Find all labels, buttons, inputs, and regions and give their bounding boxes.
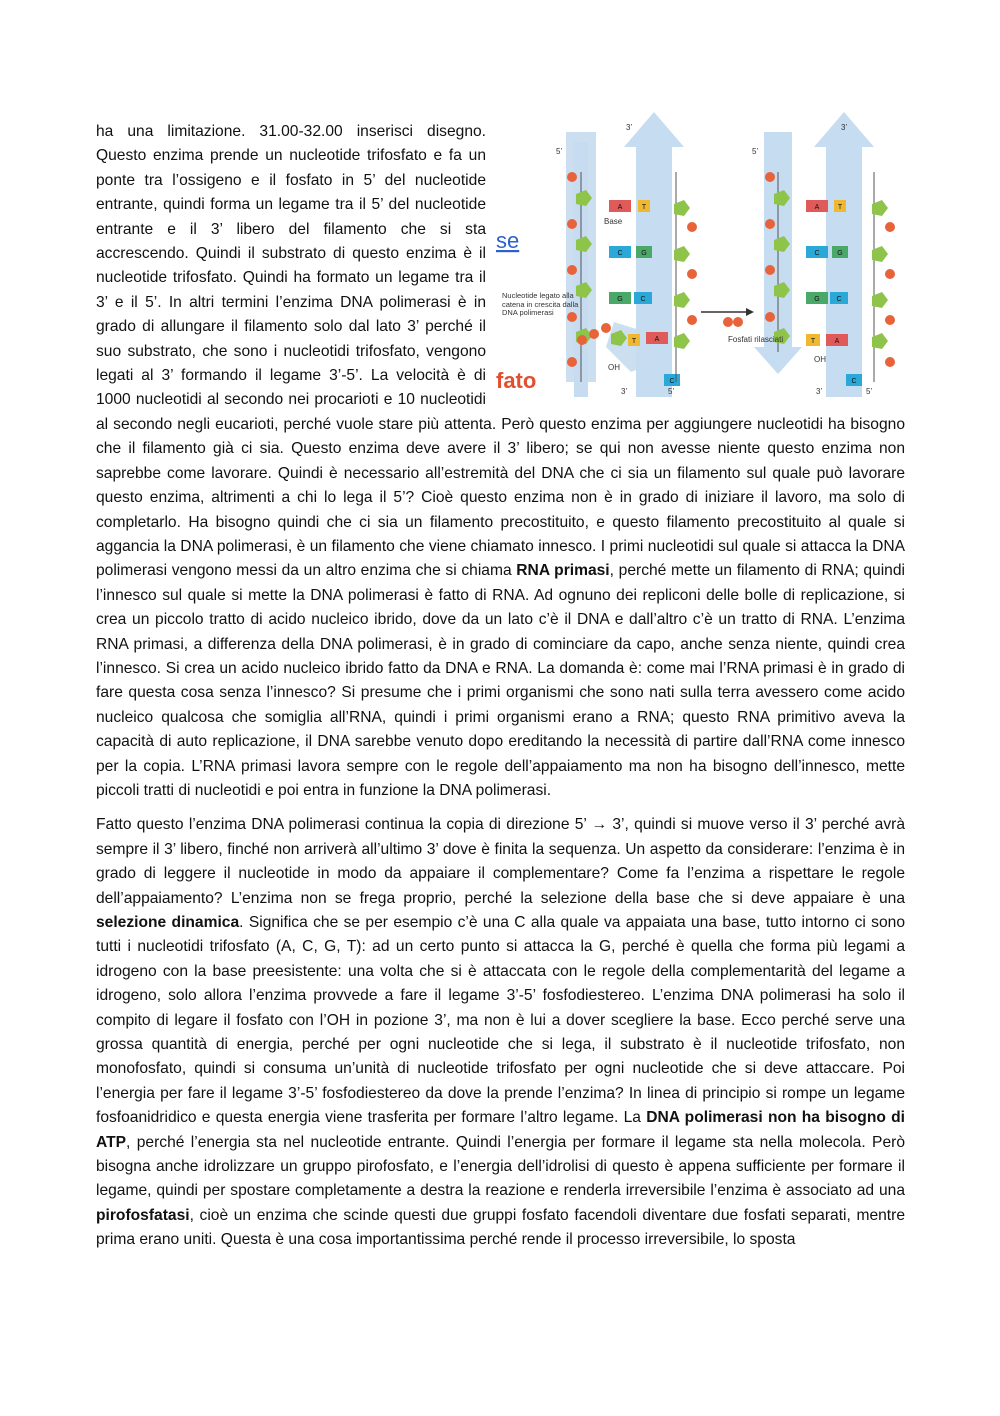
base-letter: C bbox=[814, 250, 820, 257]
end-label: 3’ bbox=[841, 123, 848, 132]
base-letter: C bbox=[669, 378, 675, 385]
end-label: 5’ bbox=[556, 147, 563, 156]
base-letter: G bbox=[814, 296, 820, 303]
end-label: 5’ bbox=[752, 147, 759, 156]
bold-term: pirofosfatasi bbox=[96, 1206, 190, 1224]
base-letter: T bbox=[810, 338, 816, 345]
oh-label: OH bbox=[814, 355, 826, 364]
left-new-backbone bbox=[674, 172, 697, 382]
paragraph: Fatto questo l’enzima DNA polimerasi continua la copia di direzione 5’ → 3’, quindi si muove verso il 3’ perché avrà sempre il 3’ libero, finché non arriverà all’ultimo 3’ dove è finita la sequenza. Un aspetto da considerare: l’enzima è in grado di leggere il nucleotide in modo da appaiare il complementare? Come fa l’enzima a rispettare le regole dell’appaiamento? L’enzima non se frega proprio, perché la selezione della base che si deve appaiare è una selezione dinamica. Significa che se per esempio c’è una C alla quale va appaiata una base, tutto intorno ci sono tutti i nucleotidi trifosfato (A, C, G, T): ad un certo punto si attacca la G, perché è quella che forma più legami a idrogeno con la base preesistente: una volta che si è attaccata con le regole della complementarità del legame a idrogeno, solo allora l’enzima provvede a fare il legame 3’-5’ fosfodiestereo. L’enzima DNA polimerasi ha solo il compito di legare il fosfato con l’OH in pozione 3’, ma non è lui a dover scegliere la base. Ecco perché serve una grossa quantità di energia, perché per ogni nucleotide che si lega, il substrato è il nucleotide trifosfato, non monofosfato, quindi si consuma un’unità di nucleotide trifosfato per ogni nucleotide che si deve attaccare. Poi l’energia per fare il legame 3’-5’ fosfodiestereo da dove la prende l’enzima? In linea di principio si rompe un legame fosfoanidridico e questa energia viene trasferita per formare l’altro legame. La DNA polimerasi non ha bisogno di ATP, perché l’energia sta nel nucleotide entrante. Quindi l’energia per formare il legame sta nella molecola. Però bisogna anche idrolizzare un gruppo pirofosfato, e l’energia dell’idrolisi di questo è appena sufficiente per formare il legame, quindi per spostare completamente a destra la reazione e renderla irreversibile l’enzima è associato ad una pirofosfatasi, cioè un enzima che scinde questi due gruppi fosfato facendoli diventare due fosfati separati, mentre prima erano uniti. Questa è una cosa importantissima perché rende il processo irreversibile, lo sposta bbox=[96, 816, 905, 1249]
oh-label: OH bbox=[608, 363, 620, 372]
end-label: 5’ bbox=[668, 387, 675, 396]
base-letter: C bbox=[836, 296, 842, 303]
bold-term: DNA polimerasi non ha bisogno di ATP bbox=[96, 1109, 905, 1151]
end-label: 5’ bbox=[866, 387, 873, 396]
base-letter: G bbox=[837, 250, 843, 257]
base-letter: G bbox=[641, 250, 647, 257]
dna-polymerase-figure bbox=[496, 112, 917, 402]
base-letter: T bbox=[641, 204, 647, 211]
base-letter: C bbox=[640, 296, 646, 303]
base-letter: C bbox=[617, 250, 623, 257]
document-page bbox=[96, 120, 905, 1253]
paragraph: ha una limitazione. 31.00-32.00 inserisci disegno. Questo enzima prende un nucleotide trifosfato e fa un ponte tra l’ossigeno e il fosfato in 5’ del nucleotide entrante, quindi forma un legame tra il 5’ del nucleotide entrante e il 3’ libero del filamento che si sta accrescendo. Quindi il substrato di questo enzima è il nucleotide trifosfato. Quindi ha formato un legame tra il 3’ e il 5’. In altri termini l’enzima DNA polimerasi è in grado di allungare il filamento solo dal lato 3’ perché il suo substrato, che sono i nucleotidi trifosfato, vengono legati al 3’ formando il legame 3’-5’. La velocità è di 1000 nucleotidi al secondo nei procarioti e 10 nucleotidi al secondo negli eucarioti, perché vuole stare più attenta. Però questo enzima per aggiungere nucleotidi ha bisogno che il filamento già ci sia. Questo enzima deve avere il 3’ libero; se qui non avesse niente questo enzima non saprebbe come lavorare. Quindi è necessario all’estremità del DNA che ci sia un filamento sul quale può lavorare questo enzima, altrimenti a chi lo lega il 5’? Cioè questo enzima non è in grado di iniziare il lavoro, ma solo di completarlo. Ha bisogno quindi che ci sia un filamento precostituito, e questo filamento precostituito al quale si aggancia la DNA polimerasi, è un filamento che viene chiamato innesco. I primi nucleotidi sul quale si attacca la DNA polimerasi vengono messi da un altro enzima che si chiama RNA primasi, perché mette un filamento di RNA; quindi l’innesco sul quale si mette la DNA polimerasi è fatto di RNA. Ad ognuno dei repliconi delle bolle di replicazione, si crea un piccolo tratto di acido nucleico ibrido, dove da un lato c’è il DNA e dall’altro c’è un tratto di RNA. L’enzima RNA primasi, a differenza della DNA polimerasi, è in grado di cominciare da capo, anche senza niente, quindi crea l’innesco. Si crea un acido nucleico ibrido fatto da DNA e RNA. La domanda è: come mai l’RNA primasi è in grado di fare questa cosa senza l’innesco? Si presume che i primi organismi che sono nati sulla terra avessero come acido nucleico qualcosa che somiglia all’RNA, quindi i primi organismi erano a RNA; questo RNA primitivo aveva la capacità di auto replicazione, il DNA sarebbe venuto dopo ereditando la necessità di partire dall’RNA come innesco per la copia. L’RNA primasi lavora sempre con le regole dell’appaiamento ma non ha bisogno dell’innesco, mette piccoli tratti di nucleotidi e poi entra in funzione la DNA polimerasi. bbox=[96, 123, 905, 799]
dna-replication-diagram bbox=[496, 112, 917, 402]
end-label: 3’ bbox=[816, 387, 823, 396]
fragment-text: fato bbox=[496, 368, 537, 393]
bold-term: RNA primasi bbox=[516, 562, 610, 580]
phosphates-label: Fosfati rilasciati bbox=[728, 335, 784, 344]
base-letter: T bbox=[837, 204, 843, 211]
bold-term: selezione dinamica bbox=[96, 914, 240, 931]
base-letter: A bbox=[617, 204, 623, 211]
end-label: 3’ bbox=[626, 123, 633, 132]
base-label: Base bbox=[604, 217, 623, 226]
base-letter: C bbox=[851, 378, 857, 385]
nucleotide-label: Nucleotide legato alla catena in crescita dalla DNA polimerasi bbox=[502, 292, 579, 317]
base-letter: A bbox=[814, 204, 820, 211]
end-label: 3’ bbox=[621, 387, 628, 396]
base-letter: G bbox=[617, 296, 623, 303]
base-letter: A bbox=[654, 336, 660, 343]
right-new-backbone bbox=[872, 172, 895, 382]
base-letter: A bbox=[834, 338, 840, 345]
fragment-text: se bbox=[496, 228, 520, 253]
base-letter: T bbox=[631, 338, 637, 345]
